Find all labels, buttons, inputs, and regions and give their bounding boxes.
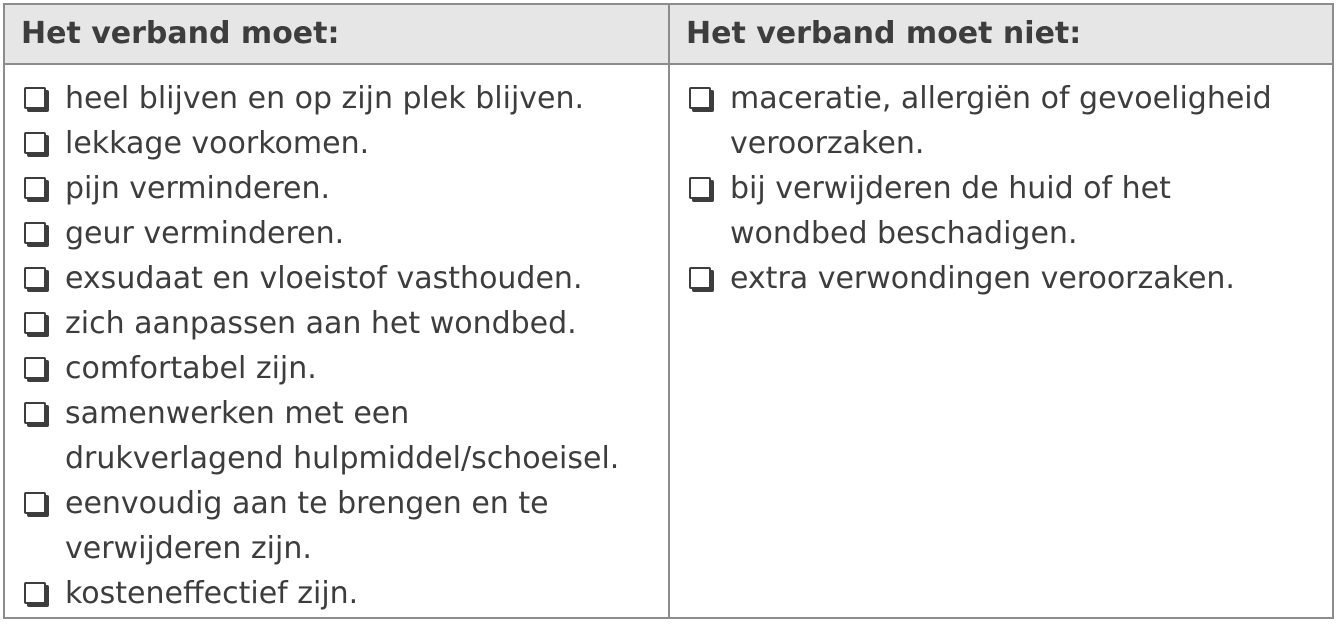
checklist-item bbox=[21, 301, 668, 346]
checklist-item bbox=[21, 571, 668, 616]
checklist-item-text: bij verwijderen de huid of het bbox=[730, 171, 1171, 206]
checkbox-icon bbox=[689, 177, 711, 199]
checkbox-icon bbox=[24, 582, 46, 604]
checkbox-icon bbox=[24, 402, 46, 424]
column-header-moet-niet: Het verband moet niet: bbox=[670, 5, 1332, 65]
checklist-item bbox=[21, 391, 668, 481]
checkbox-icon bbox=[689, 87, 711, 109]
checklist-item bbox=[686, 76, 1332, 166]
checklist-item bbox=[686, 166, 1332, 256]
checklist-item-text: zich aanpassen aan het wondbed. bbox=[65, 306, 577, 341]
checkbox-icon bbox=[24, 357, 46, 379]
moet-list bbox=[21, 76, 668, 616]
checklist-item-text: wondbed beschadigen. bbox=[730, 216, 1078, 251]
checklist-item bbox=[21, 481, 668, 571]
checkbox-icon bbox=[24, 132, 46, 154]
checklist-item-text: samenwerken met een bbox=[65, 396, 410, 431]
checklist-item-text: maceratie, allergiën of gevoeligheid bbox=[730, 81, 1272, 116]
checklist-item bbox=[686, 256, 1332, 301]
checklist-item-text: eenvoudig aan te brengen en te bbox=[65, 486, 549, 521]
checklist-item bbox=[21, 76, 668, 121]
column-header-moet: Het verband moet: bbox=[5, 5, 670, 65]
checklist-item-text: exsudaat en vloeistof vasthouden. bbox=[65, 261, 583, 296]
checklist-item bbox=[21, 166, 668, 211]
checklist-table bbox=[3, 3, 1334, 619]
checkbox-icon bbox=[24, 312, 46, 334]
checklist-item-text: veroorzaken. bbox=[730, 126, 925, 161]
checklist-item-text: geur verminderen. bbox=[65, 216, 345, 251]
checklist-item bbox=[21, 256, 668, 301]
moet-column bbox=[5, 65, 670, 617]
checklist-item-text: pijn verminderen. bbox=[65, 171, 331, 206]
checklist-item-text: verwijderen zijn. bbox=[65, 531, 312, 566]
checklist-item bbox=[21, 346, 668, 391]
checklist-item bbox=[21, 121, 668, 166]
checklist-item-text: heel blijven en op zijn plek blijven. bbox=[65, 81, 585, 116]
checkbox-icon bbox=[689, 267, 711, 289]
checkbox-icon bbox=[24, 492, 46, 514]
checkbox-icon bbox=[24, 177, 46, 199]
checklist-item-text: drukverlagend hulpmiddel/schoeisel. bbox=[65, 441, 620, 476]
checkbox-icon bbox=[24, 267, 46, 289]
moet-niet-column bbox=[670, 65, 1332, 617]
checklist-item-text: kosteneffectief zijn. bbox=[65, 576, 359, 611]
checklist-item bbox=[21, 211, 668, 256]
checklist-item-text: extra verwondingen veroorzaken. bbox=[730, 261, 1235, 296]
moet-niet-list bbox=[686, 76, 1332, 301]
checklist-item-text: lekkage voorkomen. bbox=[65, 126, 370, 161]
checkbox-icon bbox=[24, 87, 46, 109]
checkbox-icon bbox=[24, 222, 46, 244]
checklist-item-text: comfortabel zijn. bbox=[65, 351, 317, 386]
